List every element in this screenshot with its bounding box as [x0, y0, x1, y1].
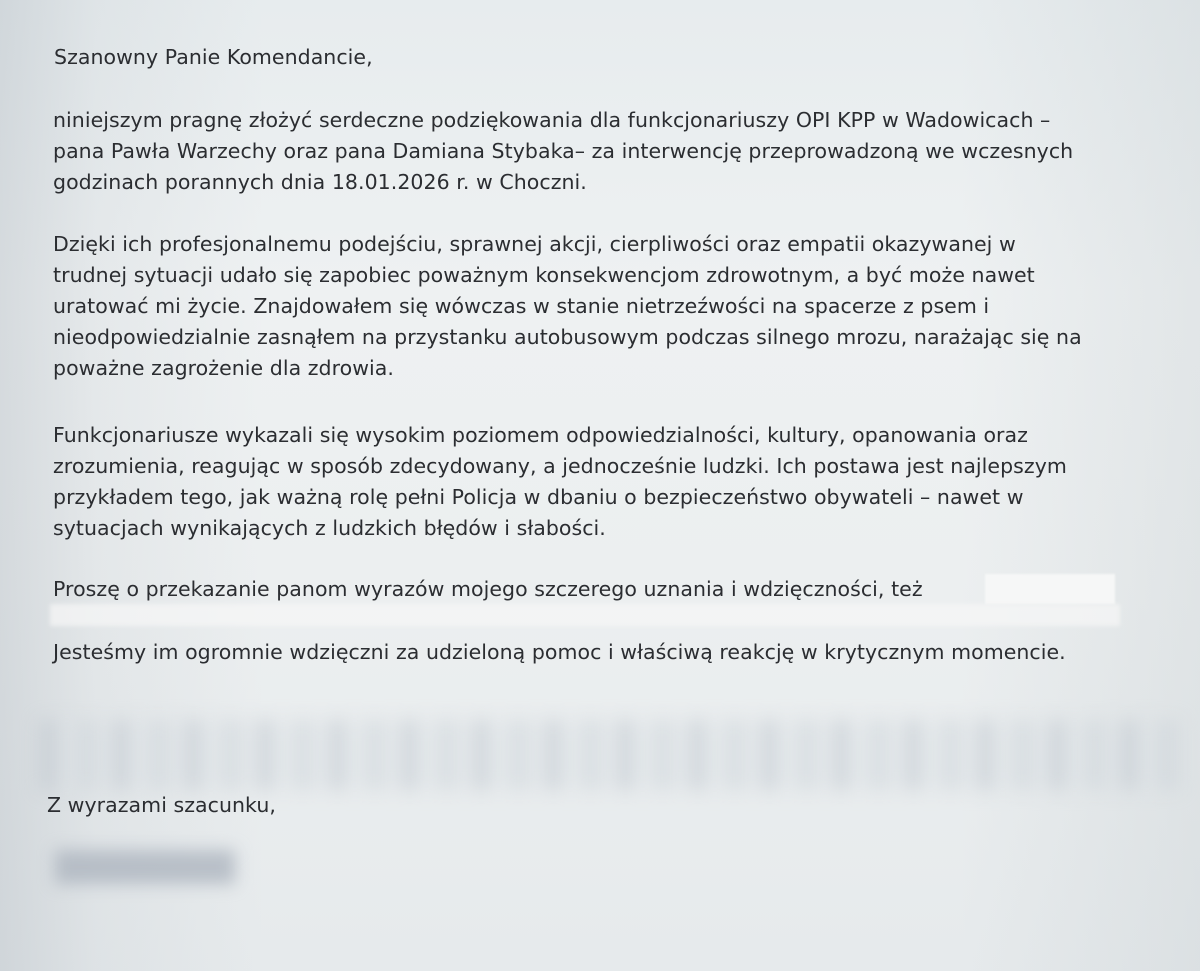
- paragraph-thanks: [53, 105, 1073, 198]
- text-line: Dzięki ich profesjonalnemu podejściu, sprawnej akcji, cierpliwości oraz empatii okazywanej w: [53, 232, 1016, 256]
- text-line: Funkcjonariusze wykazali się wysokim poziomem odpowiedzialności, kultury, opanowania oraz: [53, 423, 1028, 447]
- paragraph-gratitude: [53, 637, 1066, 668]
- text-line: niniejszym pragnę złożyć serdeczne podziękowania dla funkcjonariuszy OPI KPP w Wadowicach –: [53, 108, 1051, 132]
- text-line: poważne zagrożenie dla zdrowia.: [53, 356, 394, 380]
- text-line: przykładem tego, jak ważną rolę pełni Policja w dbaniu o bezpieczeństwo obywateli – nawet w: [53, 485, 1024, 509]
- redacted-text-band: [50, 604, 1120, 626]
- text-line: nieodpowiedzialnie zasnąłem na przystanku autobusowym podczas silnego mrozu, narażając się na: [53, 325, 1082, 349]
- redacted-signature: [55, 850, 235, 884]
- paragraph-praise: [53, 420, 1067, 544]
- text-line: trudnej sytuacji udało się zapobiec poważnym konsekwencjom zdrowotnym, a być może nawet: [53, 263, 1035, 287]
- paragraph-circumstances: [53, 229, 1082, 384]
- text-line: pana Pawła Warzechy oraz pana Damiana Stybaka– za interwencję przeprowadzoną we wczesnych: [53, 139, 1074, 163]
- text-line: Jesteśmy im ogromnie wdzięczni za udzieloną pomoc i właściwą reakcję w krytycznym momencie.: [53, 640, 1066, 664]
- text-line: Proszę o przekazanie panom wyrazów mojego szczerego uznania i wdzięczności, też: [53, 577, 923, 601]
- text-line: godzinach porannych dnia 18.01.2026 r. w Choczni.: [53, 170, 587, 194]
- text-line: sytuacjach wynikających z ludzkich błędów i słabości.: [53, 516, 606, 540]
- text-line: zrozumienia, reagując w sposób zdecydowany, a jednocześnie ludzki. Ich postawa jest najlepszym: [53, 454, 1067, 478]
- letter-closing: Z wyrazami szacunku,: [47, 793, 276, 817]
- text-line: uratować mi życie. Znajdowałem się wówczas w stanie nietrzeźwości na spacerze z psem i: [53, 294, 990, 318]
- letter-greeting: Szanowny Panie Komendancie,: [54, 45, 373, 69]
- redacted-text-block: [40, 720, 1180, 790]
- redacted-text-inline: [985, 574, 1115, 604]
- paragraph-request: [53, 574, 923, 605]
